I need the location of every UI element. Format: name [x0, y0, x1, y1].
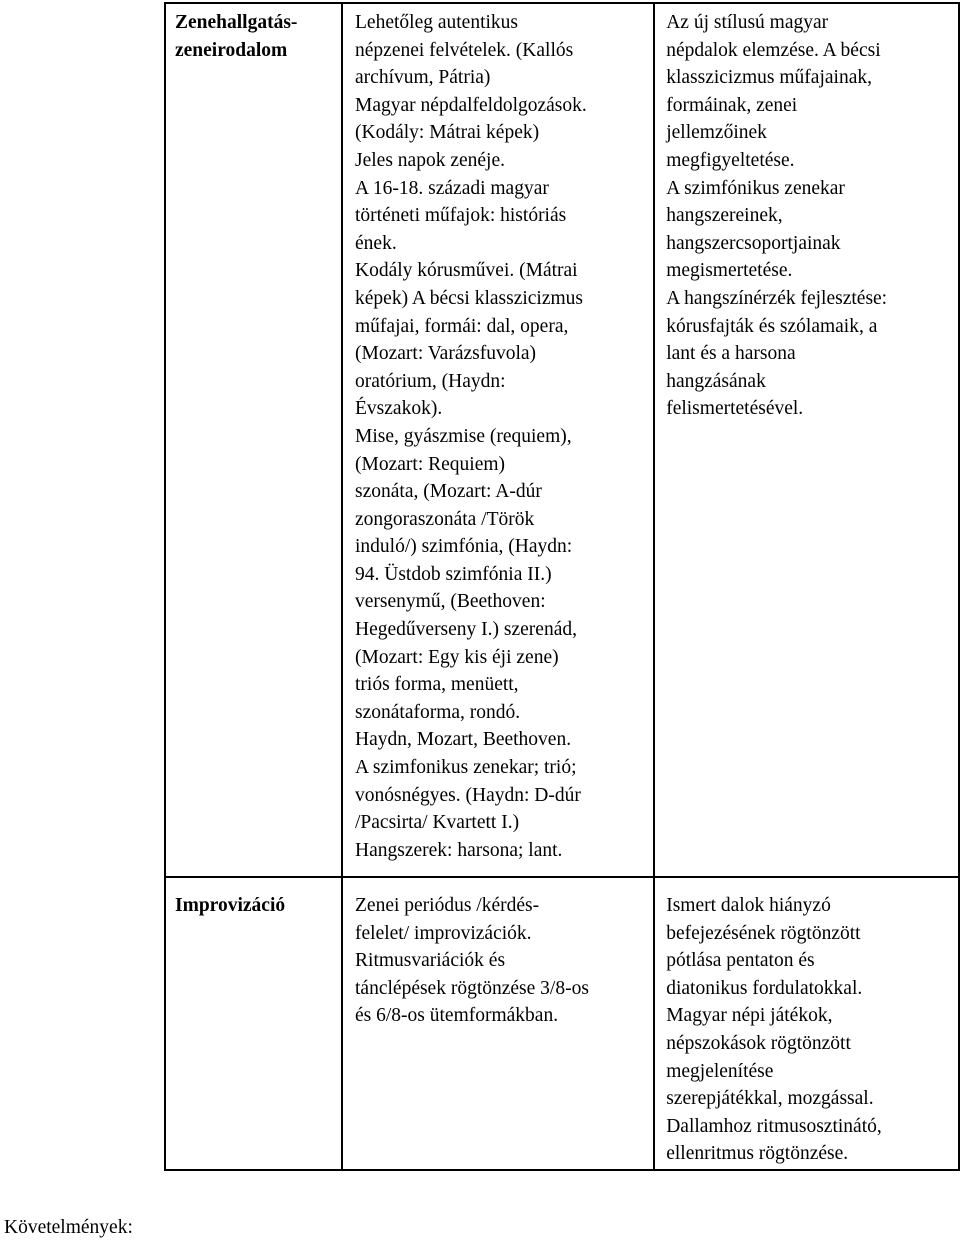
goal-line: hangszereinek, [666, 205, 783, 227]
content-line: felelet/ improvizációk. [355, 922, 532, 944]
heading-line: zeneirodalom [175, 39, 288, 61]
content-line: Magyar népdalfeldolgozások. [355, 94, 587, 116]
goal-line: Magyar népi játékok, [666, 1005, 833, 1027]
requirements-label: Követelmények: [4, 1217, 133, 1238]
content-line: Haydn, Mozart, Beethoven. [355, 729, 572, 751]
goal-line: diatonikus fordulatokkal. [666, 977, 863, 999]
goal-line: befejezésének rögtönzött [666, 922, 861, 944]
goal-line: hangszercsoportjainak [666, 232, 841, 254]
content-line: versenymű, (Beethoven: [355, 591, 546, 613]
goal-line: megjelenítése [666, 1060, 774, 1082]
content-line: Hegedűverseny I.) szerenád, [355, 619, 577, 641]
section-heading-cell [165, 3, 342, 877]
content-line: szonátaforma, rondó. [355, 701, 521, 723]
content-line: Évszakok). [355, 398, 443, 420]
content-line: Zenei periódus /kérdés- [355, 895, 540, 916]
content-line: Hangszerek: harsona; lant. [355, 839, 563, 861]
table-row-listening [165, 3, 959, 877]
content-line: vonósnégyes. (Haydn: D-dúr [355, 784, 581, 806]
goal-line: Ismert dalok hiányzó [666, 895, 831, 916]
table-row-improvisation [165, 877, 959, 1170]
goal-line: lant és a harsona [666, 343, 796, 365]
content-line: induló/) szimfónia, (Haydn: [355, 536, 573, 558]
content-line: Lehetőleg autentikus [355, 12, 519, 33]
content-line: népzenei felvételek. (Kallós [355, 39, 574, 61]
goal-line: hangzásának [666, 370, 766, 392]
content-line: oratórium, (Haydn: [355, 370, 506, 392]
goal-line: felismertetésével. [666, 398, 804, 420]
content-cell [342, 3, 654, 877]
content-line: Mise, gyászmise (requiem), [355, 425, 572, 447]
goal-line: megfigyeltetése. [666, 149, 795, 171]
content-line: (Mozart: Egy kis éji zene) [355, 646, 559, 668]
goal-line: A hangszínérzék fejlesztése: [666, 287, 888, 309]
goal-line: formáinak, zenei [666, 94, 798, 116]
content-line: tánclépések rögtönzése 3/8-os [355, 977, 589, 999]
goal-line: népszokások rögtönzött [666, 1032, 851, 1054]
heading-line: Zenehallgatás- [175, 12, 298, 33]
content-line: ének. [355, 232, 397, 254]
content-line: A 16-18. századi magyar [355, 177, 549, 199]
goal-line: megismertetése. [666, 260, 793, 282]
goal-line: Dallamhoz ritmusosztinátó, [666, 1115, 882, 1137]
goal-line: A szimfónikus zenekar [666, 177, 845, 199]
content-cell [342, 877, 654, 1170]
content-line: A szimfonikus zenekar; trió; [355, 757, 577, 779]
content-line: zongoraszonáta /Török [355, 508, 535, 530]
goal-line: Az új stílusú magyar [666, 12, 829, 33]
content-line: Jeles napok zenéje. [355, 149, 505, 171]
content-line: /Pacsirta/ Kvartett I.) [355, 812, 520, 834]
content-line: archívum, Pátria) [355, 67, 491, 89]
goal-line: jellemzőinek [666, 122, 767, 144]
section-heading-cell [165, 877, 342, 1170]
content-line: Kodály kórusművei. (Mátrai [355, 260, 578, 282]
goals-cell [654, 877, 959, 1170]
goal-line: ellenritmus rögtönzése. [666, 1143, 849, 1165]
content-line: és 6/8-os ütemformákban. [355, 1005, 559, 1027]
goal-line: szerepjátékkal, mozgással. [666, 1088, 874, 1110]
curriculum-table [164, 2, 960, 1171]
goal-line: klasszicizmus műfajainak, [666, 67, 872, 89]
content-line: műfajai, formái: dal, opera, [355, 315, 569, 337]
goals-cell [654, 3, 959, 877]
content-line: szonáta, (Mozart: A-dúr [355, 481, 542, 503]
content-line: történeti műfajok: históriás [355, 205, 567, 227]
content-line: Ritmusvariációk és [355, 950, 506, 972]
goal-line: kórusfajták és szólamaik, a [666, 315, 878, 337]
content-line: képek) A bécsi klasszicizmus [355, 287, 583, 309]
heading-line: Improvizáció [175, 895, 286, 916]
content-line: (Kodály: Mátrai képek) [355, 122, 540, 144]
content-line: (Mozart: Requiem) [355, 453, 506, 475]
goal-line: pótlása pentaton és [666, 950, 815, 972]
goal-line: népdalok elemzése. A bécsi [666, 39, 881, 61]
content-line: triós forma, menüett, [355, 674, 519, 696]
content-line: (Mozart: Varázsfuvola) [355, 343, 537, 365]
content-line: 94. Üstdob szimfónia II.) [355, 563, 552, 585]
